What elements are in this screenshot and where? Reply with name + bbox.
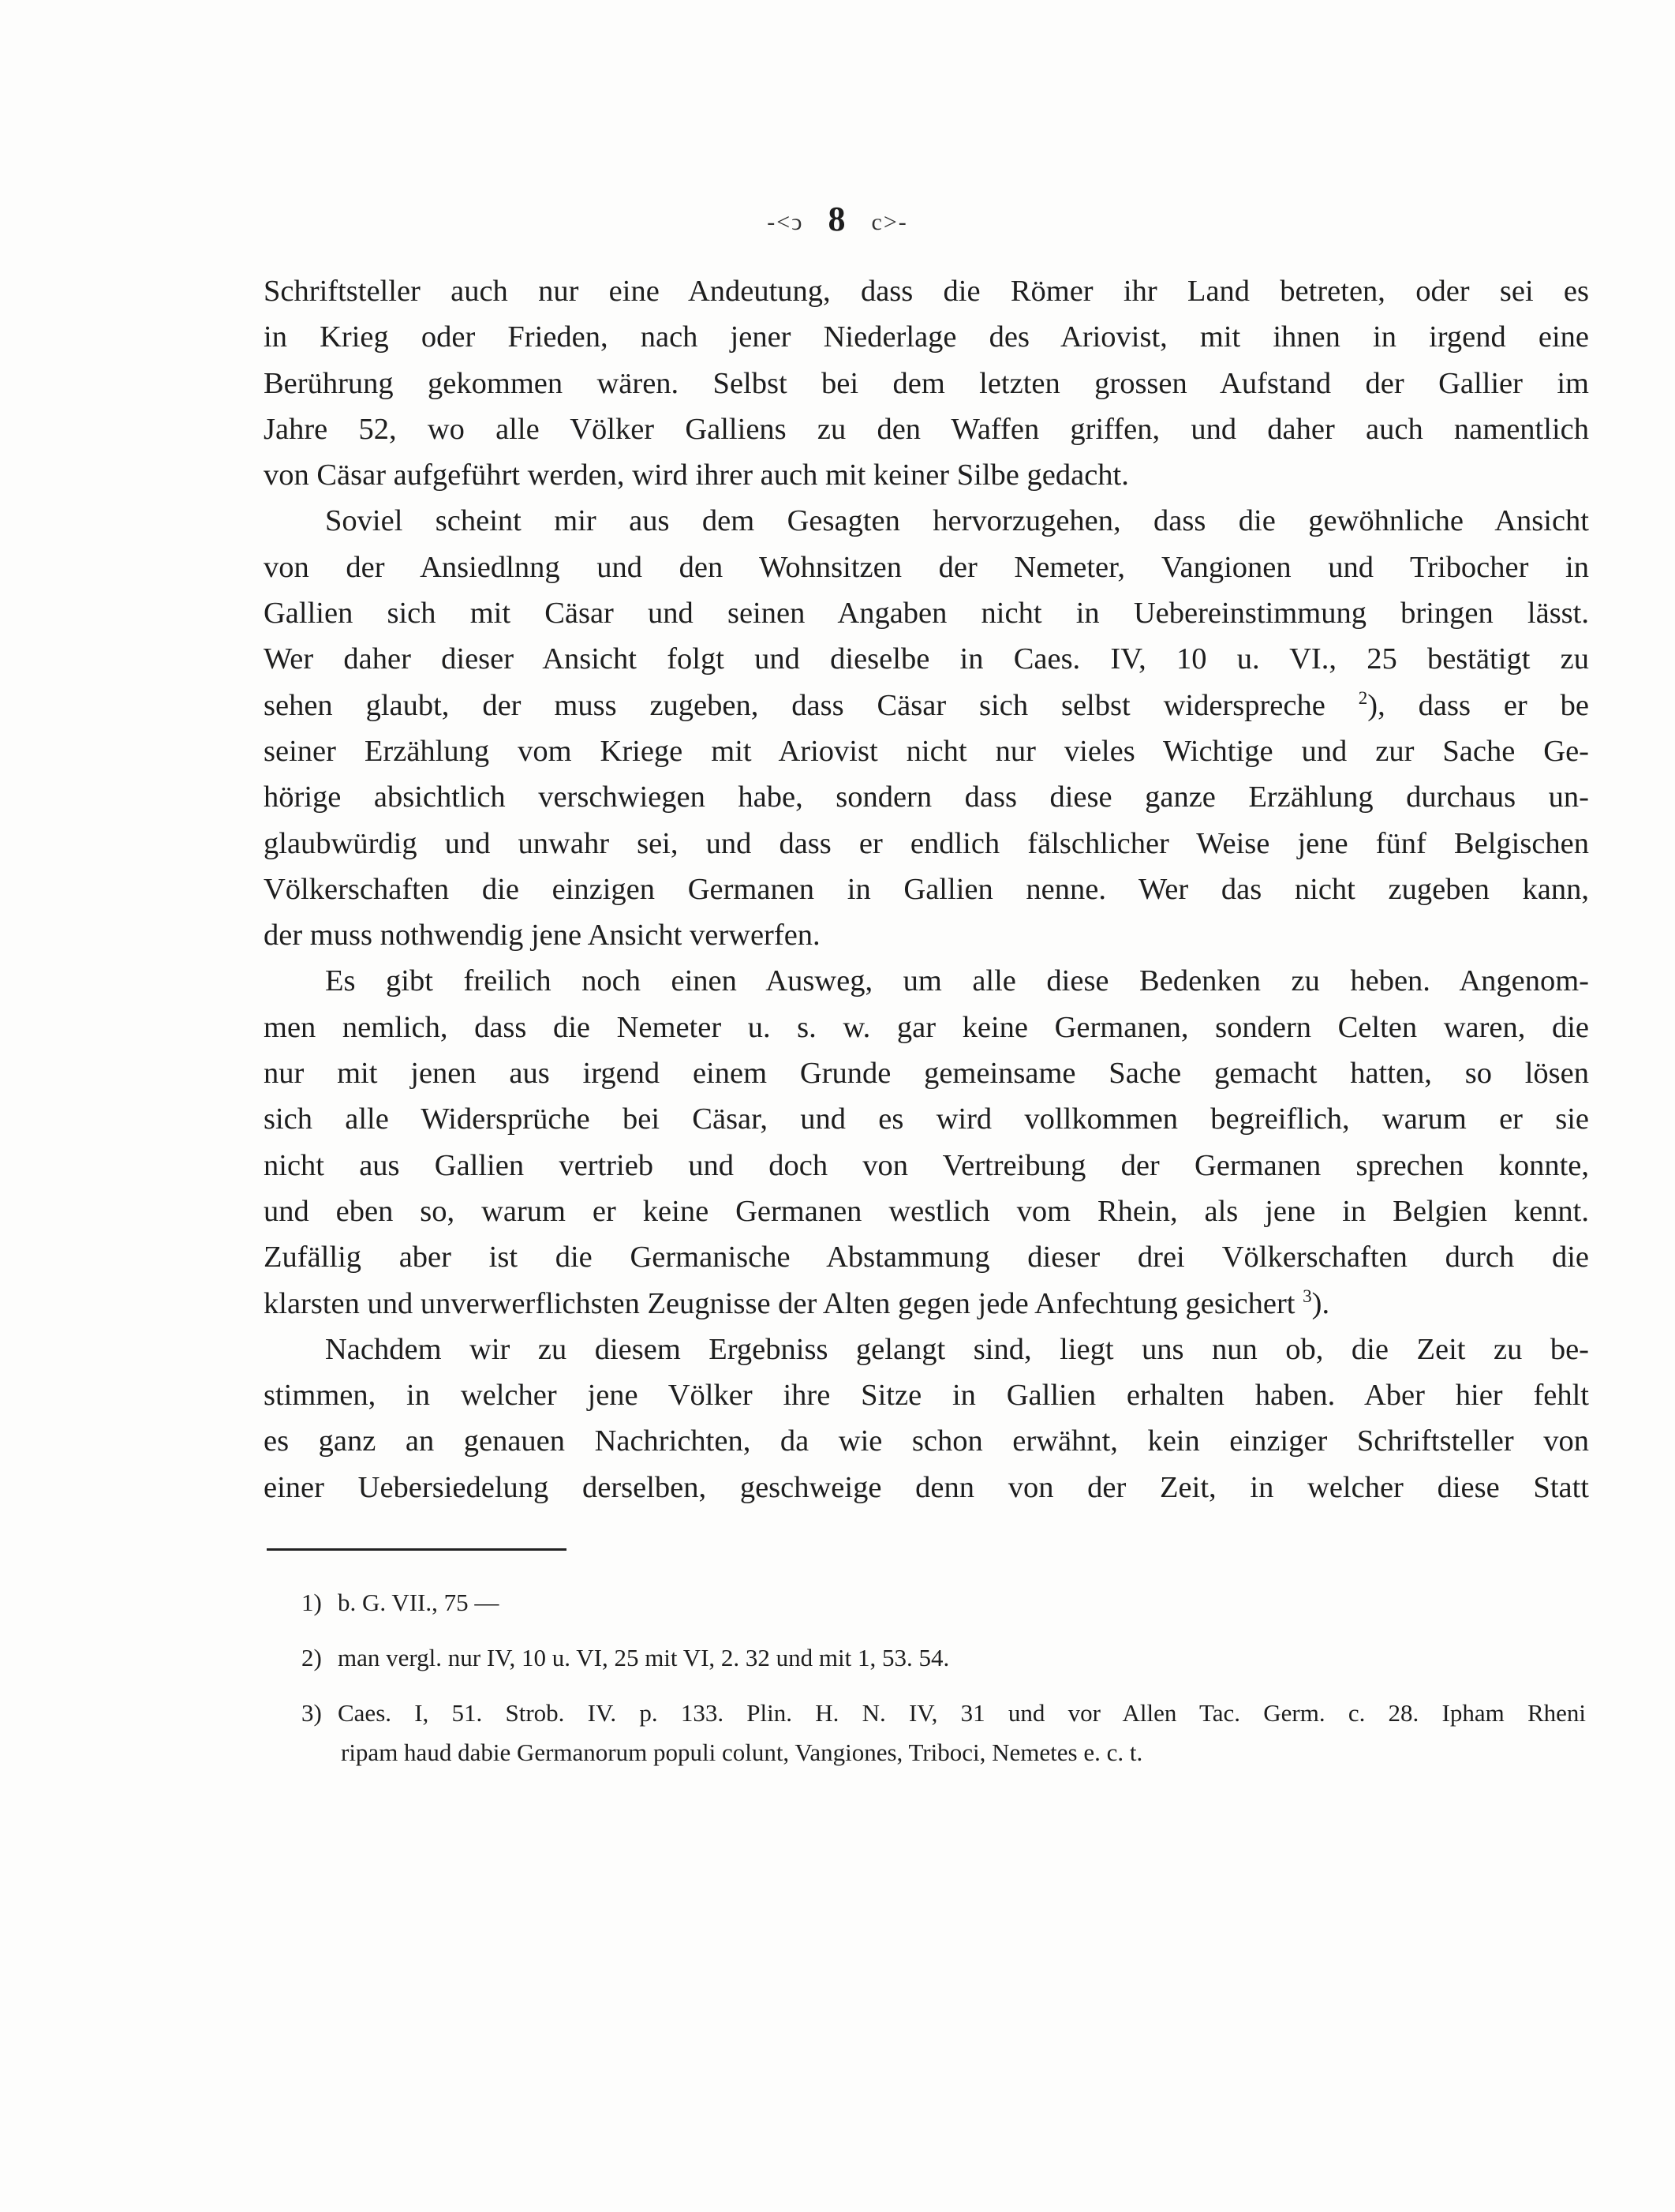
text-segment: ), dass er be — [1367, 688, 1590, 722]
footnote-3 — [301, 1694, 1586, 1772]
text-line: und eben so, warum er keine Germanen westlich vom Rhein, als jene in Belgien kennt. — [264, 1194, 1589, 1228]
text-line: Jahre 52, wo alle Völker Galliens zu den Waffen griffen, und daher auch namentlich — [264, 412, 1589, 446]
text-line: Es gibt freilich noch einen Ausweg, um alle diese Bedenken zu heben. Angenom- — [325, 964, 1589, 998]
running-head — [0, 196, 1675, 246]
text-line: in Krieg oder Frieden, nach jener Niederlage des Ariovist, mit ihnen in irgend eine — [264, 320, 1589, 354]
ornament-left-icon: -<ↄ — [767, 208, 804, 235]
footnotes — [301, 1583, 1586, 1788]
text-line: Wer daher dieser Ansicht folgt und dieselbe in Caes. IV, 10 u. VI., 25 bestätigt zu — [264, 642, 1589, 676]
footnote-text: b. G. VII., 75 — — [338, 1589, 499, 1616]
text-line: Gallien sich mit Cäsar und seinen Angaben nicht in Uebereinstimmung bringen lässt. — [264, 597, 1589, 631]
text-line: Soviel scheint mir aus dem Gesagten hervorzugehen, dass die gewöhnliche Ansicht — [325, 504, 1589, 538]
text-line: sich alle Widersprüche bei Cäsar, und es wird vollkommen begreiflich, warum er sie — [264, 1102, 1589, 1136]
text-line: stimmen, in welcher jene Völker ihre Sitze in Gallien erhalten haben. Aber hier fehlt — [264, 1379, 1589, 1413]
body-text — [264, 268, 1589, 1510]
footnote-ref-2[interactable]: 2 — [1358, 687, 1368, 708]
footnote-1 — [301, 1583, 1586, 1623]
ornament-right-icon: c>- — [871, 208, 908, 235]
text-line: der muss nothwendig jene Ansicht verwerfen. — [264, 919, 821, 953]
text-segment: sehen glaubt, der muss zugeben, dass Cäsar sich selbst widerspreche — [264, 688, 1325, 722]
footnote-ref-3[interactable]: 3 — [1303, 1285, 1312, 1306]
text-line: es ganz an genauen Nachrichten, da wie schon erwähnt, kein einziger Schriftsteller von — [264, 1424, 1589, 1458]
text-line: seiner Erzählung vom Kriege mit Ariovist nicht nur vieles Wichtige und zur Sache Ge- — [264, 734, 1589, 768]
footnote-2 — [301, 1638, 1586, 1678]
footnote-text-continued: ripam haud dabie Germanorum populi colunt, Vangiones, Triboci, Nemetes e. c. t. — [341, 1739, 1143, 1766]
text-line: nur mit jenen aus irgend einem Grunde gemeinsame Sache gemacht hatten, so lösen — [264, 1057, 1589, 1091]
footnote-text: Caes. I, 51. Strob. IV. p. 133. Plin. H. N. IV, 31 und vor Allen Tac. Germ. c. 28. Ipham Rheni — [338, 1699, 1586, 1727]
text-line: Schriftsteller auch nur eine Andeutung, dass die Römer ihr Land betreten, oder sei es — [264, 275, 1589, 308]
text-line: Zufällig aber ist die Germanische Abstammung dieser drei Völkerschaften durch die — [264, 1241, 1589, 1274]
text-line: Berührung gekommen wären. Selbst bei dem letzten grossen Aufstand der Gallier im — [264, 366, 1589, 400]
text-line: men nemlich, dass die Nemeter u. s. w. gar keine Germanen, sondern Celten waren, die — [264, 1010, 1589, 1044]
text-line: Nachdem wir zu diesem Ergebniss gelangt sind, liegt uns nun ob, die Zeit zu be- — [325, 1332, 1589, 1366]
text-line: Völkerschaften die einzigen Germanen in Gallien nenne. Wer das nicht zugeben kann, — [264, 872, 1589, 906]
text-line: nicht aus Gallien vertrieb und doch von Vertreibung der Germanen sprechen konnte, — [264, 1148, 1589, 1182]
text-line: hörige absichtlich verschwiegen habe, sondern dass diese ganze Erzählung durchaus un- — [264, 780, 1589, 814]
footnote-text: man vergl. nur IV, 10 u. VI, 25 mit VI, 2. 32 und mit 1, 53. 54. — [338, 1644, 950, 1671]
text-segment: klarsten und unverwerflichsten Zeugnisse der Alten gegen jede Anfechtung gesichert — [264, 1286, 1296, 1320]
footnote-marker: 3) — [301, 1699, 322, 1727]
text-line: einer Uebersiedelung derselben, geschweige denn von der Zeit, in welcher diese Statt — [264, 1470, 1589, 1504]
footnote-marker: 1) — [301, 1589, 322, 1616]
footnote-divider — [267, 1548, 566, 1551]
text-line: von der Ansiedlnng und den Wohnsitzen der Nemeter, Vangionen und Tribocher in — [264, 550, 1589, 584]
text-segment: ). — [1311, 1286, 1330, 1320]
footnote-marker: 2) — [301, 1644, 322, 1671]
text-line-with-note — [264, 683, 1589, 728]
text-line: von Cäsar aufgeführt werden, wird ihrer auch mit keiner Silbe gedacht. — [264, 458, 1129, 492]
text-line: glaubwürdig und unwahr sei, und dass er endlich fälschlicher Weise jene fünf Belgischen — [264, 826, 1589, 860]
page-number: 8 — [828, 200, 847, 238]
text-line-with-note — [264, 1281, 1589, 1327]
